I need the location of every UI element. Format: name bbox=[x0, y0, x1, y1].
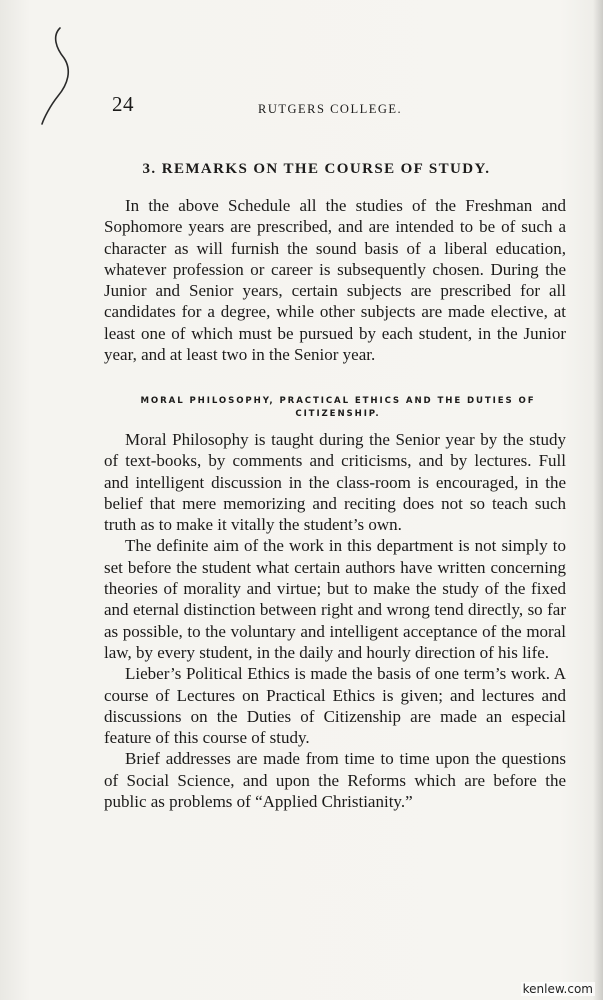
watermark: kenlew.com bbox=[522, 982, 593, 996]
running-head bbox=[0, 92, 603, 122]
paragraph-moral-philosophy: Moral Philosophy is taught during the Senior year by the study of text-books, by comments and criticisms, and by lectures. Full and intelligent discussion in the class-room is encouraged, in the belief that mere memorizing and reciting does not so teach such truth as to make it vitally the student’s own. bbox=[104, 430, 566, 535]
paragraph-definite-aim: The definite aim of the work in this department is not simply to set before the student what certain authors have written concerning theories of morality and virtue; but to make the study of the fixed and eternal distinction between right and wrong tend directly, so far as possible, to the voluntary and intelligent acceptance of the moral law, by every student, in the daily and hourly direction of his life. bbox=[104, 536, 566, 662]
paragraph-political-ethics: Lieber’s Political Ethics is made the basis of one term’s work. A course of Lectures on Practical Ethics is given; and lectures and discussions on the Duties of Citizenship are made an especial feature of this course of study. bbox=[104, 664, 566, 748]
running-title: RUTGERS COLLEGE. bbox=[258, 102, 403, 116]
subsection-body bbox=[104, 429, 566, 812]
paragraph-brief-addresses: Brief addresses are made from time to time upon the questions of Social Science, and upon the Reforms which are before the public as problems of “Applied Christianity.” bbox=[104, 749, 566, 812]
section-heading: 3. REMARKS ON THE COURSE OF STUDY. bbox=[142, 161, 491, 177]
page-number: 24 bbox=[112, 92, 134, 116]
intro-section bbox=[104, 195, 566, 365]
intro-paragraph: In the above Schedule all the studies of the Freshman and Sophomore years are prescribed, and are intended to be of such a character as will furnish the sound basis of a liberal education, whatever profession or career is subsequently chosen. During the Junior and Senior years, certain subjects are prescribed for all candidates for a degree, while other subjects are made elective, at least one of which must be pursued by each student, in the Junior year, and at least two in the Senior year. bbox=[104, 196, 566, 365]
subsection-heading: MORAL PHILOSOPHY, PRACTICAL ETHICS AND THE DUTIES OF CITIZENSHIP. bbox=[140, 396, 536, 419]
page-edge-shadow bbox=[593, 0, 603, 1000]
